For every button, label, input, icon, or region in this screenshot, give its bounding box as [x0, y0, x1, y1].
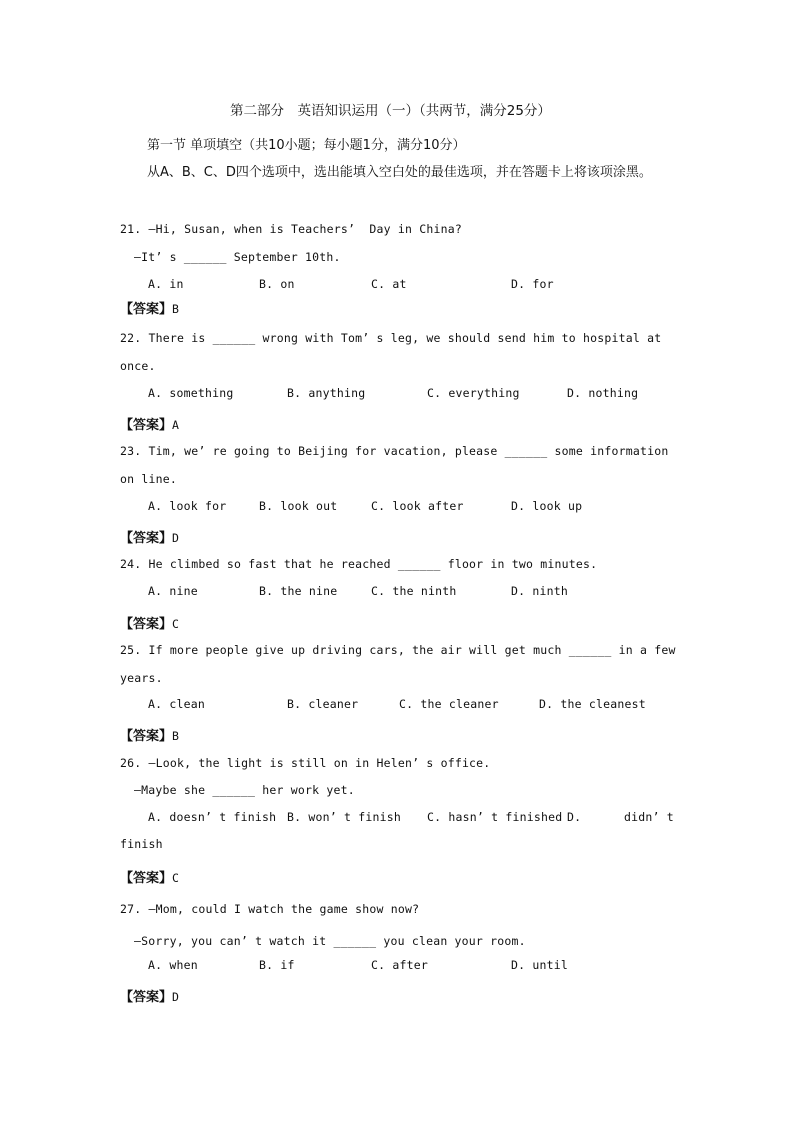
answer [120, 618, 179, 631]
answer [120, 730, 179, 743]
answer [120, 532, 179, 545]
answer-value: D [172, 531, 179, 545]
question-number: 22. [120, 331, 142, 345]
option-b: B. anything [287, 386, 366, 400]
option-b: B. cleaner [287, 697, 359, 711]
option-a: A. look for [148, 499, 227, 513]
answer-label: 【答案】 [120, 871, 173, 886]
answer-value: A [172, 418, 179, 432]
option-c: C. at [371, 277, 407, 291]
option-d: D. for [511, 277, 554, 291]
option-c: C. after [371, 958, 428, 972]
question-text: Tim, we’ re going to Beijing for vacation, please ______ some information [148, 444, 669, 458]
question-line [120, 904, 419, 916]
question-text: —Mom, could I watch the game show now? [148, 902, 420, 916]
option-d: D. until [511, 958, 568, 972]
answer-value: C [172, 871, 179, 885]
question-number: 26. [120, 756, 142, 770]
question-reply: —Sorry, you can’ t watch it ______ you clean your room. [134, 934, 526, 948]
question-text-cont: once. [120, 359, 156, 373]
answer [120, 419, 179, 432]
question-line [120, 224, 462, 236]
option-c: C. the ninth [371, 584, 457, 598]
option-a: A. clean [148, 697, 205, 711]
answer-label: 【答案】 [120, 729, 173, 744]
answer [120, 303, 179, 316]
question-reply: —It’ s ______ September 10th. [134, 250, 341, 264]
option-c: C. look after [371, 499, 464, 513]
question-reply: —Maybe she ______ her work yet. [134, 783, 355, 797]
answer [120, 991, 179, 1004]
option-a: A. something [148, 386, 234, 400]
option-b: B. won’ t finish [287, 810, 401, 824]
question-number: 24. [120, 557, 142, 571]
question-number: 25. [120, 643, 142, 657]
question-text-cont: on line. [120, 472, 177, 486]
question-text: If more people give up driving cars, the air will get much ______ in a few [148, 643, 676, 657]
answer-label: 【答案】 [120, 302, 173, 317]
question-number: 21. [120, 222, 142, 236]
part-title: 第二部分 英语知识运用（一）（共两节，满分25分） [230, 103, 551, 119]
answer-label: 【答案】 [120, 531, 173, 546]
answer-label: 【答案】 [120, 617, 173, 632]
question-line [120, 758, 490, 770]
answer-value: D [172, 990, 179, 1004]
question-number: 23. [120, 444, 142, 458]
answer-value: B [172, 729, 179, 743]
option-d: D. the cleanest [539, 697, 646, 711]
option-d: D. [567, 810, 582, 824]
question-line [120, 559, 597, 571]
question-text: —Hi, Susan, when is Teachers’ Day in China? [148, 222, 462, 236]
option-a: A. when [148, 958, 198, 972]
question-text: —Look, the light is still on in Helen’ s office. [148, 756, 491, 770]
option-a: A. doesn’ t finish [148, 810, 277, 824]
instruction-text: 从A、B、C、D四个选项中，选出能填入空白处的最佳选项，并在答题卡上将该项涂黑。 [147, 165, 652, 180]
option-d: D. nothing [567, 386, 639, 400]
option-d-text-cont: finish [120, 837, 163, 851]
option-b: B. if [259, 958, 295, 972]
question-text: He climbed so fast that he reached ______ floor in two minutes. [148, 557, 598, 571]
answer-label: 【答案】 [120, 990, 173, 1005]
option-a: A. nine [148, 584, 198, 598]
option-d: D. look up [511, 499, 583, 513]
option-d: D. ninth [511, 584, 568, 598]
option-b: B. the nine [259, 584, 338, 598]
question-number: 27. [120, 902, 142, 916]
section-title: 第一节 单项填空（共10小题；每小题1分，满分10分） [147, 138, 466, 153]
question-line [120, 645, 676, 657]
option-d-text: didn’ t [624, 810, 674, 824]
option-c: C. the cleaner [399, 697, 499, 711]
question-line [120, 333, 661, 345]
answer [120, 872, 179, 885]
answer-label: 【答案】 [120, 418, 173, 433]
question-line [120, 446, 669, 458]
answer-value: B [172, 302, 179, 316]
option-c: C. hasn’ t finished [427, 810, 563, 824]
answer-value: C [172, 617, 179, 631]
question-text: There is ______ wrong with Tom’ s leg, we should send him to hospital at [148, 331, 662, 345]
option-b: B. look out [259, 499, 338, 513]
option-b: B. on [259, 277, 295, 291]
question-text-cont: years. [120, 671, 163, 685]
option-c: C. everything [427, 386, 520, 400]
option-a: A. in [148, 277, 184, 291]
